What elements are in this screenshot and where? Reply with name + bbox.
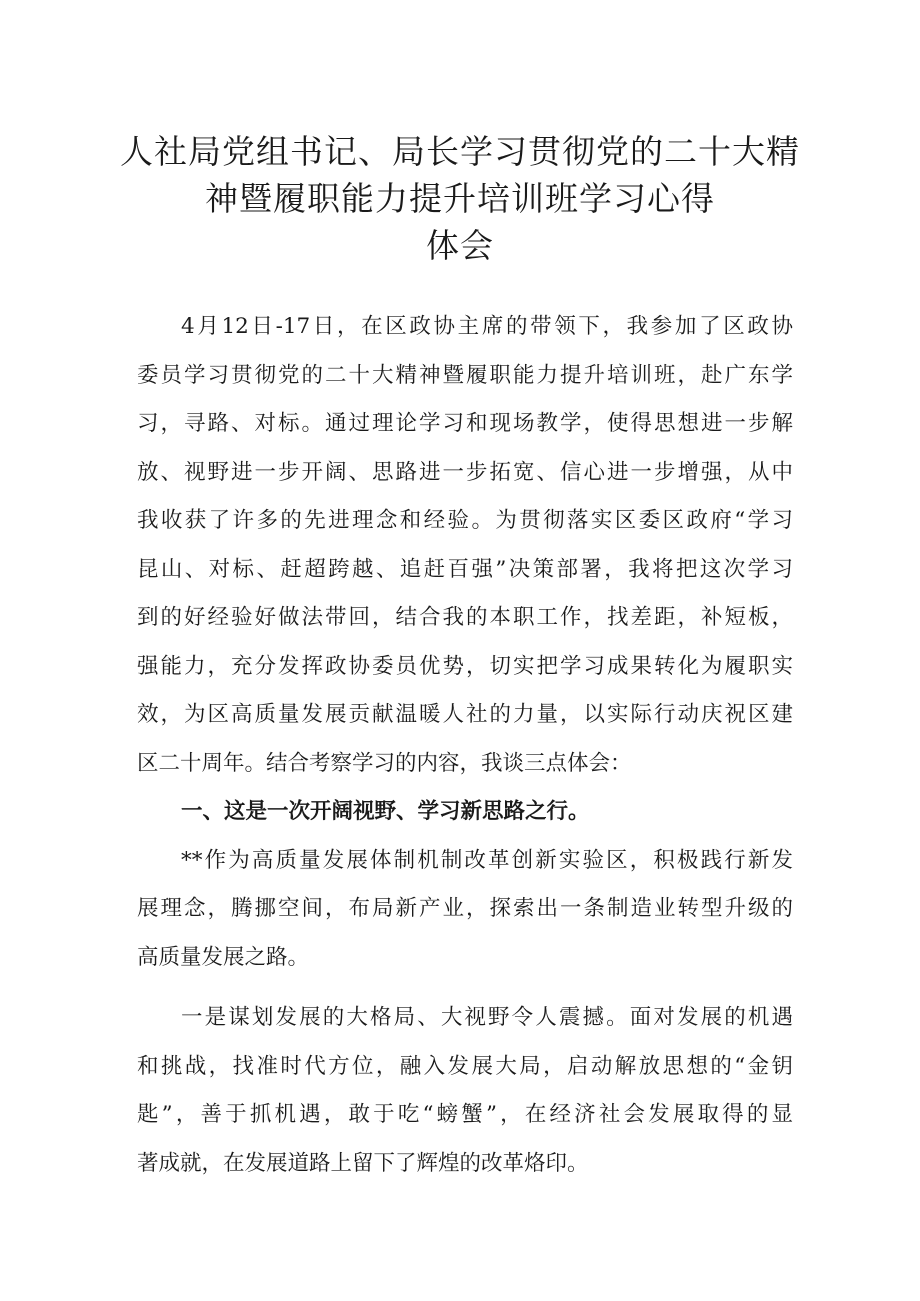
text-line: 4月12日-17日，在区政协主席的带领下，我参加了区政协 (181, 314, 793, 339)
paragraph-gap (137, 982, 793, 994)
text-line: 我收获了许多的先进理念和经验。为贯彻落实区委区政府“学习 (137, 508, 793, 533)
section-paragraph (137, 994, 793, 1188)
document-body (137, 303, 793, 1188)
text-line: 著成就，在发展道路上留下了辉煌的改革烙印。 (137, 1150, 589, 1176)
section-heading: 一、这是一次开阔视野、学习新思路之行。 (181, 799, 590, 824)
text-line: 匙”，善于抓机遇，敢于吃“螃蟹”，在经济社会发展取得的显 (137, 1102, 793, 1127)
text-line: 放、视野进一步开阔、思路进一步拓宽、信心进一步增强，从中 (137, 459, 793, 485)
title-line: 神暨履职能力提升培训班学习心得 (205, 179, 715, 218)
section-paragraph (137, 837, 793, 983)
intro-paragraph (137, 303, 793, 788)
text-line: 高质量发展之路。 (137, 944, 310, 970)
text-line: 展理念，腾挪空间，布局新产业，探索出一条制造业转型升级的 (137, 896, 793, 921)
text-line: 区二十周年。结合考察学习的内容，我谈三点体会： (137, 750, 632, 776)
text-line: 昆山、对标、赶超跨越、追赶百强”决策部署，我将把这次学习 (137, 556, 793, 582)
text-line: 效，为区高质量发展贡献温暖人社的力量，以实际行动庆祝区建 (137, 702, 793, 727)
text-line: 强能力，充分发挥政协委员优势，切实把学习成果转化为履职实 (137, 653, 793, 679)
text-line: 委员学习贯彻党的二十大精神暨履职能力提升培训班，赴广东学 (137, 362, 793, 388)
text-line: 和挑战，找准时代方位，融入发展大局，启动解放思想的“金钥 (137, 1053, 793, 1079)
title-line: 体会 (426, 226, 494, 265)
text-line: 一是谋划发展的大格局、大视野令人震撼。面对发展的机遇 (181, 1005, 793, 1030)
document-title (100, 128, 820, 269)
title-line: 人社局党组书记、局长学习贯彻党的二十大精 (120, 132, 800, 171)
text-line: **作为高质量发展体制机制改革创新实验区，积极践行新发 (181, 847, 793, 873)
text-line: 习，寻路、对标。通过理论学习和现场教学，使得思想进一步解 (137, 411, 793, 436)
text-line: 到的好经验好做法带回，结合我的本职工作，找差距，补短板， (137, 605, 793, 630)
